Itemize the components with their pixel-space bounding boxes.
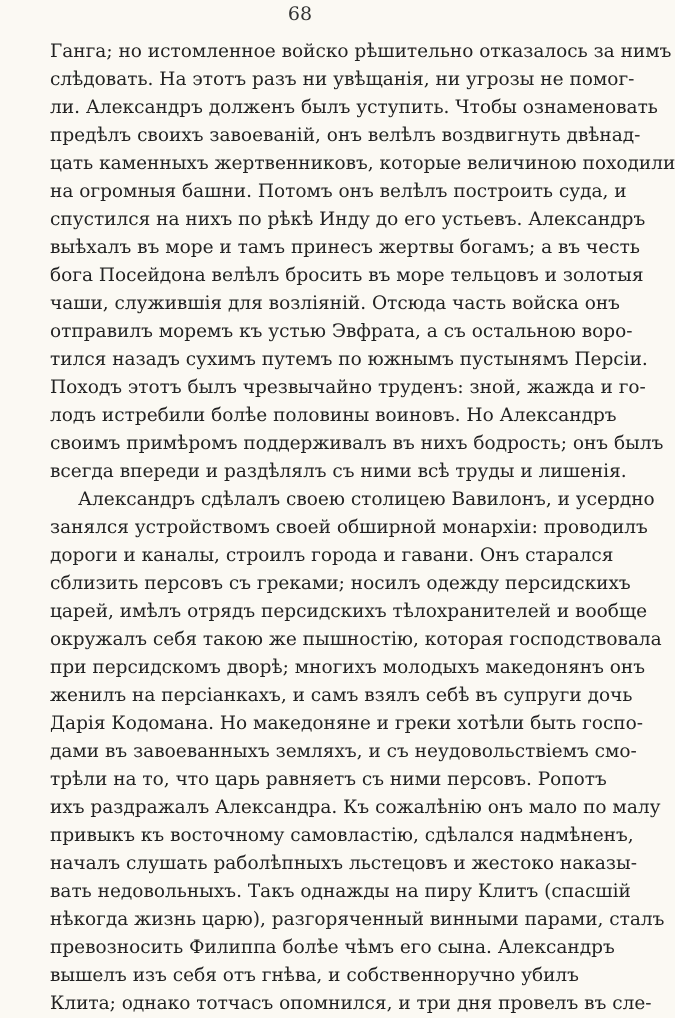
text-line: сблизить персовъ съ греками; носилъ одежду персидскихъ [50,573,631,594]
text-line: нѣкогда жизнь царю), разгоряченный винными парами, сталъ [50,909,665,930]
text-line: при персидскомъ дворѣ; многихъ молодыхъ македонянъ онъ [50,657,646,678]
text-line: лодъ истребили болѣе половины воиновъ. Но Александръ [50,405,617,426]
text-line: трѣли на то, что царь равняетъ съ ними персовъ. Ропотъ [50,769,607,790]
text-line: слѣдовать. На этотъ разъ ни увѣщанія, ни угрозы не помог- [50,69,635,90]
text-line: ли. Александръ долженъ былъ уступить. Чтобы ознаменовать [50,97,658,118]
text-line: предѣлъ своихъ завоеваній, онъ велѣлъ воздвигнуть двѣнад- [50,125,641,146]
text-line: ихъ раздражалъ Александра. Къ сожалѣнію онъ мало по малу [50,797,661,818]
text-line: Клита; однако тотчасъ опомнился, и три дня провелъ въ сле- [50,993,652,1014]
text-line: Ганга; но истомленное войско рѣшительно отказалось за нимъ [50,41,672,62]
text-line: выѣхалъ въ море и тамъ принесъ жертвы богамъ; а въ честь [50,237,640,258]
text-line: спустился на нихъ по рѣкѣ Инду до его устьевъ. Александръ [50,209,646,230]
text-line: началъ слушать раболѣпныхъ льстецовъ и жестоко наказы- [50,853,637,874]
text-line: вышелъ изъ себя отъ гнѣва, и собственноручно убилъ [50,965,579,986]
text-line: дороги и каналы, строилъ города и гавани. Онъ старался [50,545,614,566]
text-line: царей, имѣлъ отрядъ персидскихъ тѣлохранителей и вообще [50,601,648,622]
text-line: Дарія Кодомана. Но македоняне и греки хотѣли быть госпо- [50,713,644,734]
paragraph-start-line: Александръ сдѣлалъ своею столицею Вавилонъ, и усердно [78,489,655,510]
text-line: цать каменныхъ жертвенниковъ, которые величиною походили [50,153,675,174]
text-line: занялся устройствомъ своей обширной монархіи: проводилъ [50,517,648,538]
text-line: вать недовольныхъ. Такъ однажды на пиру Клитъ (спасшій [50,881,631,902]
text-line: превозносить Филиппа болѣе чѣмъ его сына. Александръ [50,937,615,958]
text-line: Походъ этотъ былъ чрезвычайно труденъ: зной, жажда и го- [50,377,646,398]
text-line: привыкъ къ восточному самовластію, сдѣлался надмѣненъ, [50,825,634,846]
page-number: 68 [287,3,313,25]
text-line: окружалъ себя такою же пышностію, которая господствовала [50,629,662,650]
text-line: дами въ завоеванныхъ земляхъ, и съ неудовольствіемъ смо- [50,741,637,762]
text-line: бога Посейдона велѣлъ бросить въ море тельцовъ и золотыя [50,265,644,286]
text-line: отправилъ моремъ къ устью Эвфрата, а съ остальною воро- [50,321,633,342]
text-line: своимъ примѣромъ поддерживалъ въ нихъ бодрость; онъ былъ [50,433,664,454]
text-line: женилъ на персіанкахъ, и самъ взялъ себѣ въ супруги дочь [50,685,633,706]
text-line: чаши, служившія для возліяній. Отсюда часть войска онъ [50,293,620,314]
text-line: тился назадъ сухимъ путемъ по южнымъ пустынямъ Персіи. [50,349,648,370]
text-line: на огромныя башни. Потомъ онъ велѣлъ построить суда, и [50,181,627,202]
text-line: всегда впереди и раздѣлялъ съ ними всѣ труды и лишенія. [50,461,627,482]
